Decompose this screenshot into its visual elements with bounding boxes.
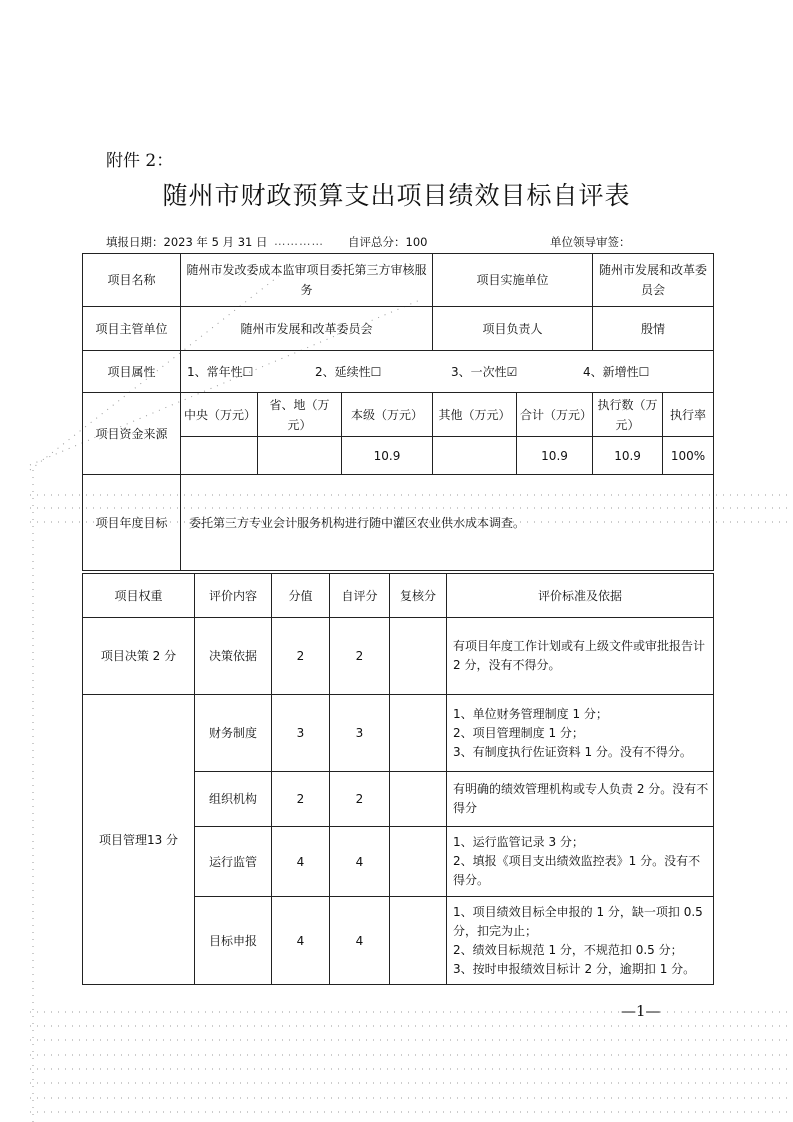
eval-row-finance	[83, 695, 714, 772]
management-weight: 项目管理13 分	[83, 695, 195, 985]
organization-review-score	[390, 772, 447, 827]
attr-option-onetime: 3、一次性☑	[451, 364, 518, 379]
decision-content: 决策依据	[195, 618, 272, 695]
organization-basis-line: 有明确的绩效管理机构或专人负责 2 分。没有不得分	[453, 782, 709, 815]
supervision-self-score: 4	[330, 827, 390, 897]
row-annual-goal	[83, 475, 714, 571]
attr-option-new: 4、新增性☐	[583, 364, 650, 379]
finance-score: 3	[272, 695, 330, 772]
finance-basis-line: 1、单位财务管理制度 1 分；	[453, 706, 608, 721]
fill-date-dots: …………	[274, 234, 324, 248]
leader-label: 项目负责人	[433, 307, 593, 351]
target-basis-line: 3、按时申报绩效目标计 2 分，逾期扣 1 分。	[453, 961, 696, 976]
finance-basis-line: 2、项目管理制度 1 分；	[453, 725, 584, 740]
attr-option-continuing: 2、延续性☐	[315, 364, 382, 379]
decision-weight: 项目决策 2 分	[83, 618, 195, 695]
eval-header-self: 自评分	[330, 574, 390, 618]
organization-self-score: 2	[330, 772, 390, 827]
target-self-score: 4	[330, 897, 390, 985]
funding-value-province	[258, 437, 342, 475]
attachment-label: 附件 2：	[106, 151, 174, 171]
project-info-table	[82, 253, 714, 571]
page-number: —1—	[621, 1002, 661, 1020]
impl-unit-label: 项目实施单位	[433, 254, 593, 307]
eval-header-review: 复核分	[390, 574, 447, 618]
target-review-score	[390, 897, 447, 985]
funding-value-total: 10.9	[517, 437, 593, 475]
organization-score: 2	[272, 772, 330, 827]
eval-header-row	[83, 574, 714, 618]
leader-value: 殷情	[593, 307, 714, 351]
project-name-label: 项目名称	[83, 254, 181, 307]
target-score: 4	[272, 897, 330, 985]
self-total-score: 自评总分：100	[348, 235, 428, 249]
organization-content: 组织机构	[195, 772, 272, 827]
decision-basis: 有项目年度工作计划或有上级文件或审批报告计 2 分，没有不得分。	[447, 618, 714, 695]
target-basis-line: 2、绩效目标规范 1 分，不规范扣 0.5 分；	[453, 942, 683, 957]
supervision-basis-line: 1、运行监管记录 3 分；	[453, 835, 584, 849]
attr-label: 项目属性	[83, 351, 181, 393]
annual-goal-text: 委托第三方专业会计服务机构进行随中灌区农业供水成本调查。	[181, 475, 714, 571]
evaluation-table	[82, 573, 714, 985]
fill-date: 填报日期：2023 年 5 月 31 日	[106, 235, 268, 249]
eval-header-basis: 评价标准及依据	[447, 574, 714, 618]
supervisor-value: 随州市发展和改革委员会	[181, 307, 433, 351]
row-funding-headers	[83, 393, 714, 437]
attr-options	[181, 351, 714, 393]
finance-review-score	[390, 695, 447, 772]
funding-header-central: 中央（万元）	[181, 393, 258, 437]
funding-header-province: 省、地（万元）	[258, 393, 342, 437]
supervision-review-score	[390, 827, 447, 897]
supervision-score: 4	[272, 827, 330, 897]
decision-self-score: 2	[330, 618, 390, 695]
attr-option-regular: 1、常年性☐	[187, 364, 254, 379]
decision-score: 2	[272, 618, 330, 695]
target-content: 目标申报	[195, 897, 272, 985]
annual-goal-label: 项目年度目标	[83, 475, 181, 571]
funding-header-rate: 执行率	[663, 393, 714, 437]
funding-value-local: 10.9	[342, 437, 433, 475]
funding-header-total: 合计（万元）	[517, 393, 593, 437]
supervision-basis-line: 2、填报《项目支出绩效监控表》1 分。没有不得分。	[453, 854, 701, 887]
target-basis-line: 1、项目绩效目标全申报的 1 分，缺一项扣 0.5 分，扣完为止；	[453, 904, 703, 938]
finance-basis-line: 3、有制度执行佐证资料 1 分。没有不得分。	[453, 744, 692, 759]
row-project-name	[83, 254, 714, 307]
page-title: 随州市财政预算支出项目绩效目标自评表	[162, 181, 631, 210]
project-name-value: 随州市发改委成本监审项目委托第三方审核服务	[181, 254, 433, 307]
row-attributes	[83, 351, 714, 393]
eval-header-weight: 项目权重	[83, 574, 195, 618]
funding-label: 项目资金来源	[83, 393, 181, 475]
finance-self-score: 3	[330, 695, 390, 772]
eval-header-score: 分值	[272, 574, 330, 618]
supervision-basis	[447, 827, 714, 897]
funding-value-rate: 100%	[663, 437, 714, 475]
funding-header-local: 本级（万元）	[342, 393, 433, 437]
funding-header-executed: 执行数（万元）	[593, 393, 663, 437]
organization-basis	[447, 772, 714, 827]
funding-value-other	[433, 437, 517, 475]
eval-header-content: 评价内容	[195, 574, 272, 618]
impl-unit-value: 随州市发展和改革委员会	[593, 254, 714, 307]
row-supervisor	[83, 307, 714, 351]
eval-row-decision	[83, 618, 714, 695]
supervisor-label: 项目主管单位	[83, 307, 181, 351]
target-basis	[447, 897, 714, 985]
finance-content: 财务制度	[195, 695, 272, 772]
funding-header-other: 其他（万元）	[433, 393, 517, 437]
funding-value-central	[181, 437, 258, 475]
finance-basis	[447, 695, 714, 772]
supervision-content: 运行监管	[195, 827, 272, 897]
leader-signature-label: 单位领导审签：	[550, 235, 631, 249]
decision-review-score	[390, 618, 447, 695]
funding-value-executed: 10.9	[593, 437, 663, 475]
